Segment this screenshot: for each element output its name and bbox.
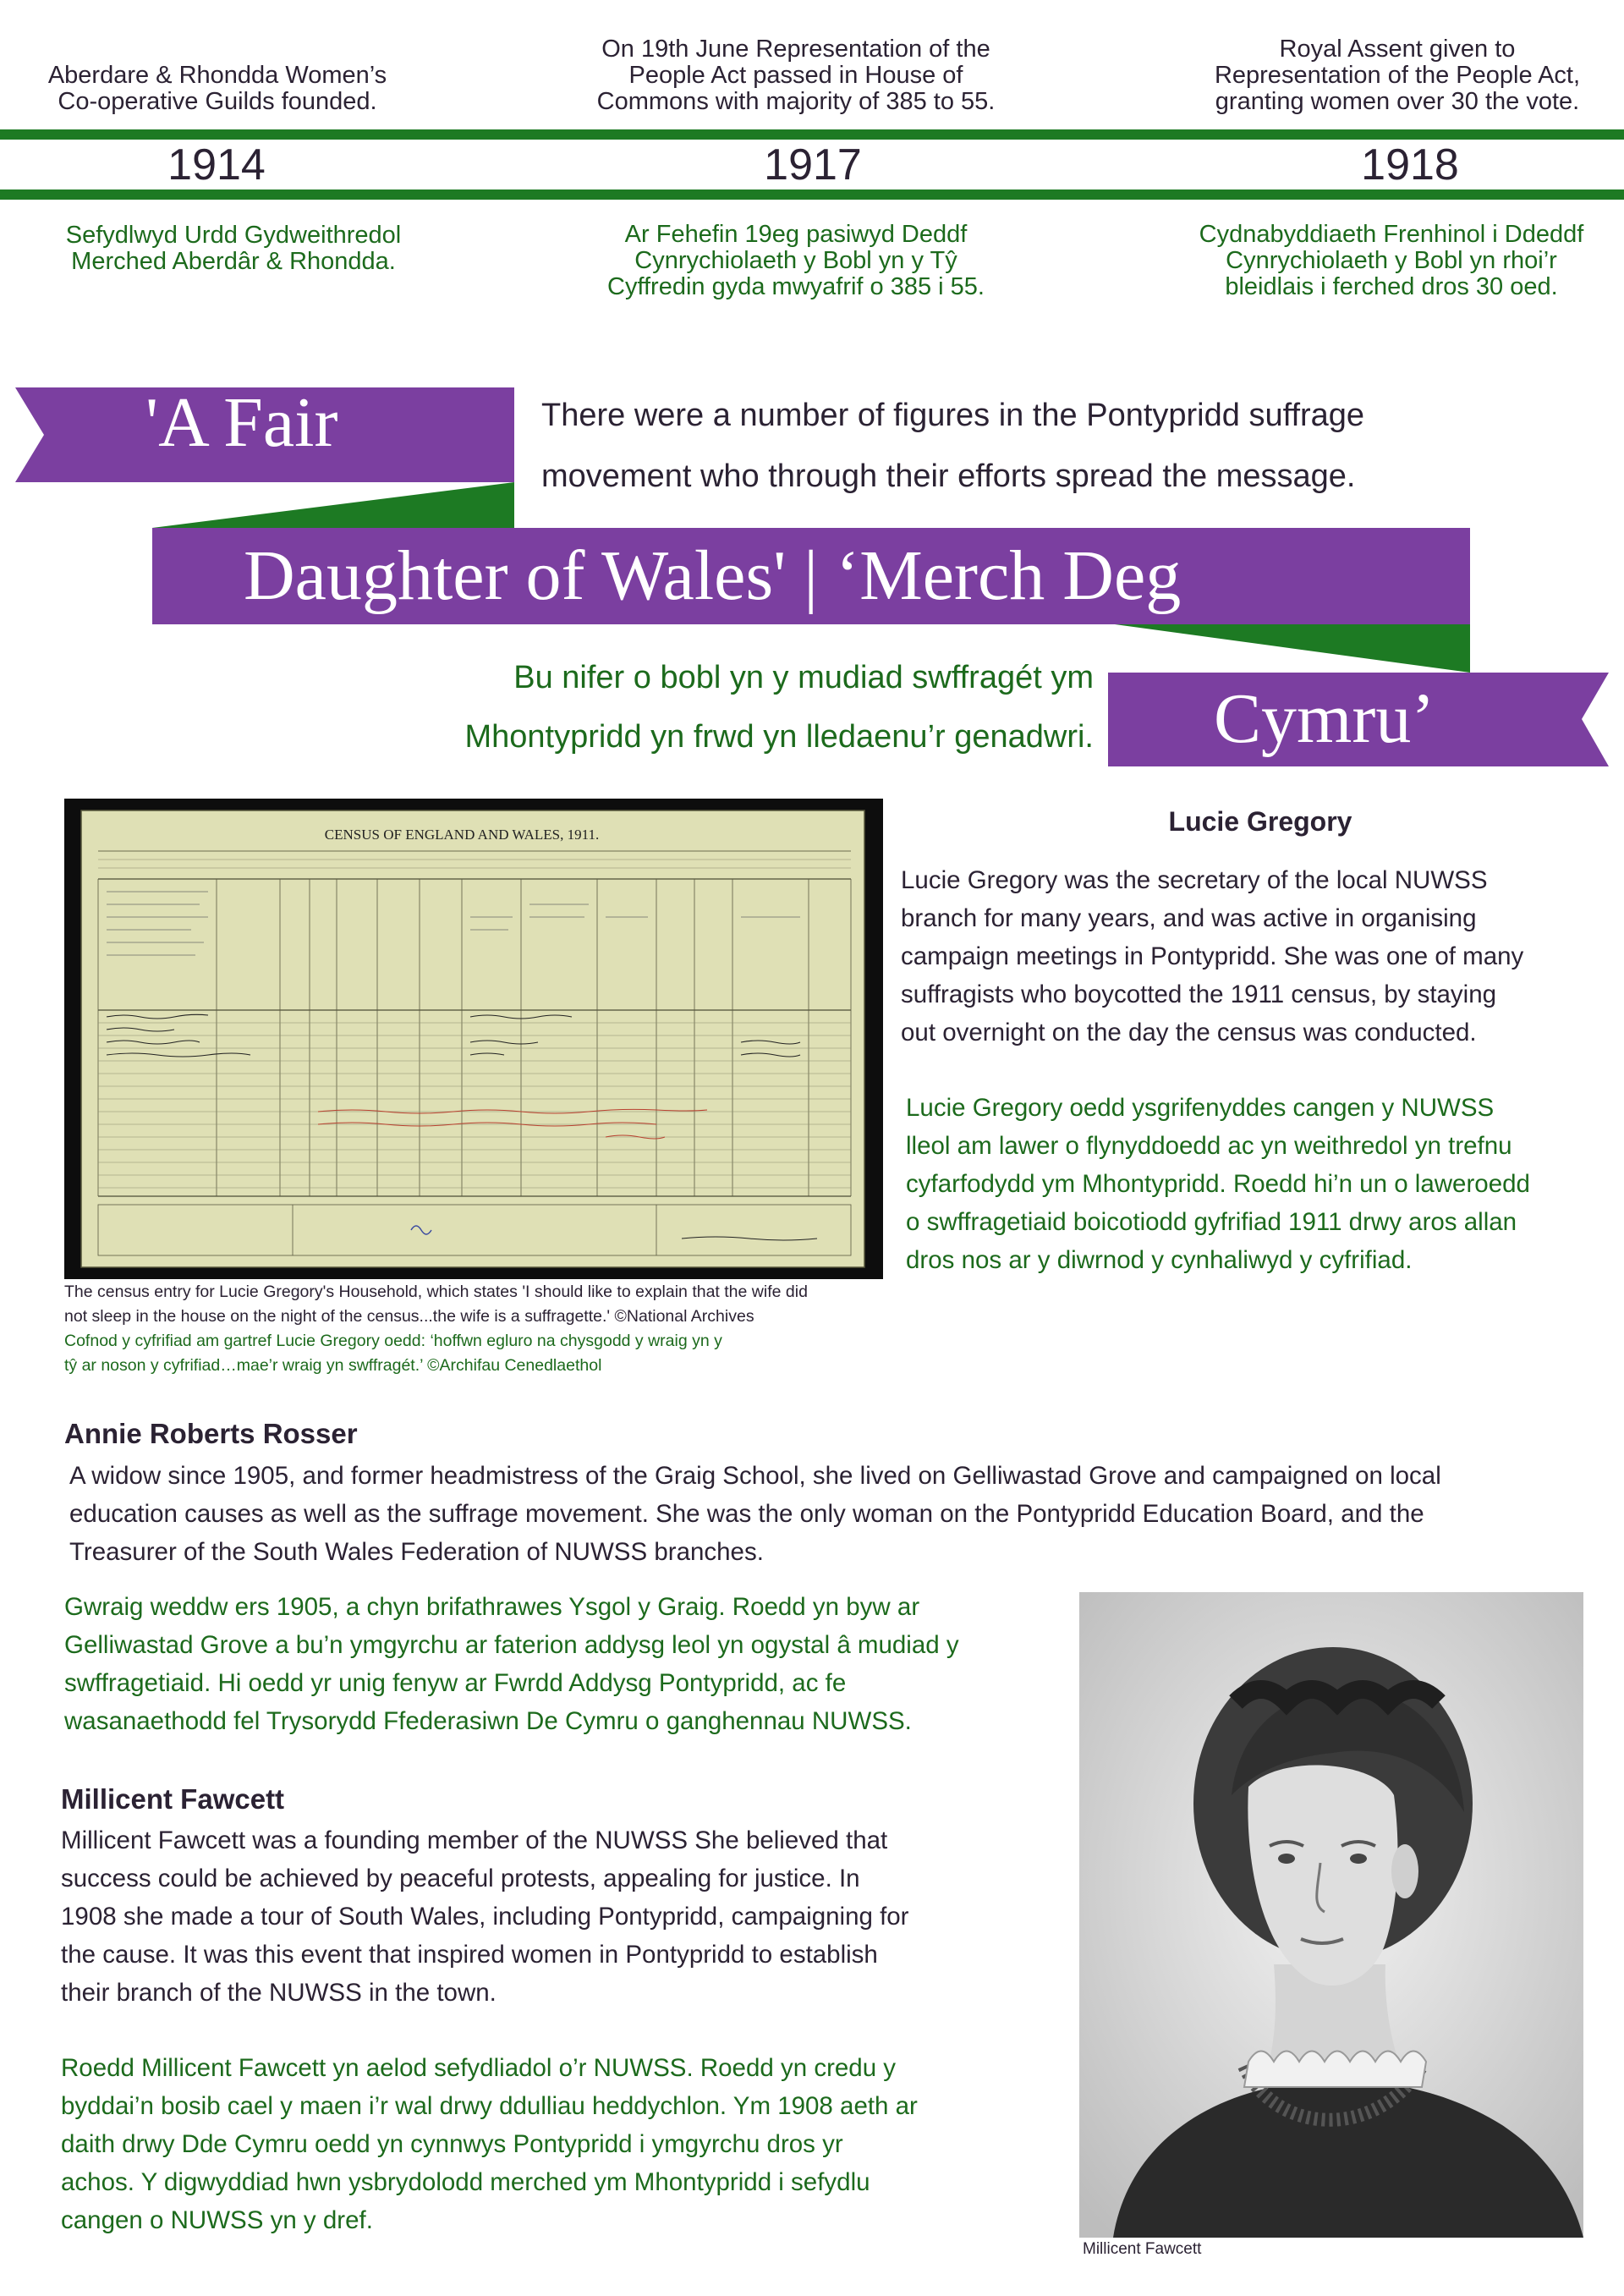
banner-fold-2 <box>1115 624 1470 673</box>
timeline-1917-en: On 19th June Representation of the People Act passed in House of Commons with majority of 385 to 55. <box>596 36 996 115</box>
census-caption-en: The census entry for Lucie Gregory's Household, which states 'I should like to explain that the wife did not sleep in the house on the night of the census...the wife is a suffragette.' ©National Archives <box>64 1283 808 1326</box>
timeline-1918-en: Royal Assent given to Representation of the People Act, granting women over 30 the vote. <box>1214 36 1581 115</box>
millicent-heading: Millicent Fawcett <box>61 1783 285 1815</box>
millicent-portrait <box>1079 1592 1583 2238</box>
banner-text-1: 'A Fair <box>145 383 338 462</box>
banner-text-3: Cymru’ <box>1214 679 1435 758</box>
millicent-text-en: Millicent Fawcett was a founding member of the NUWSS She believed that success could be achieved by peaceful protests, appealing for justice. In 1908 she made a tour of South Wales, including Pontypridd, campaigning for the cause. It was this event that inspired women in Pontypridd to establish their branch of the NUWSS in the town. <box>61 1826 909 2007</box>
lucie-text-en: Lucie Gregory was the secretary of the local NUWSS branch for many years, and was active in organising campaign meetings in Pontypridd. She was one of many suffragists who boycotted the 1911 census, by staying out overnight on the day the census was conducted. <box>901 866 1524 1046</box>
census-caption-cy: Cofnod y cyfrifiad am gartref Lucie Gregory oedd: ‘hoffwn egluro na chysgodd y wraig yn y tŷ ar noson y cyfrifiad…mae’r wraig yn swffragét.’ ©Archifau Cenedlaethol <box>64 1332 722 1375</box>
timeline-1917-cy: Ar Fehefin 19eg pasiwyd Deddf Cynrychiolaeth y Bobl yn y Tŷ Cyffredin gyda mwyafrif o 385 i 55. <box>607 221 985 300</box>
lucie-text-cy: Lucie Gregory oedd ysgrifenyddes cangen y NUWSS lleol am lawer o flynyddoedd ac yn weithredol yn trefnu cyfarfodydd ym Mhontypridd. Roedd hi’n un o laweroedd o swffragetiaid boicotiodd gyfrifiad 1911 drwy aros allan dros nos ar y diwrnod y cynhaliwyd y cyfrifiad. <box>906 1094 1530 1274</box>
banner-text-2: Daughter of Wales' | ‘Merch Deg <box>244 536 1182 615</box>
timeline-band-top <box>0 129 1624 140</box>
banner-fold-1 <box>152 482 514 528</box>
year-1918: 1918 <box>1361 140 1459 190</box>
annie-heading: Annie Roberts Rosser <box>64 1418 358 1449</box>
annie-text-en: A widow since 1905, and former headmistress of the Graig School, she lived on Gelliwastad Grove and campaigned on local education causes as well as the suffrage movement. She was the only woman on the Pontypridd Education Board, and the Treasurer of the South Wales Federation of NUWSS branches. <box>69 1462 1441 1566</box>
census-form-title: CENSUS OF ENGLAND AND WALES, 1911. <box>324 827 600 843</box>
timeline-1918-cy: Cydnabyddiaeth Frenhinol i Ddeddf Cynrychiolaeth y Bobl yn rhoi’r bleidlais i ferched dros 30 oed. <box>1199 221 1584 300</box>
year-1917: 1917 <box>764 140 862 190</box>
timeline-1914-cy: Sefydlwyd Urdd Gydweithredol Merched Aberdâr & Rhondda. <box>65 222 402 275</box>
census-image <box>64 799 883 1279</box>
portrait-illustration <box>1079 1592 1583 2238</box>
annie-text-cy: Gwraig weddw ers 1905, a chyn brifathrawes Ysgol y Graig. Roedd yn byw ar Gelliwastad Grove a bu’n ymgyrchu ar faterion addysg leol yn ogystal â mudiad y swffragetiaid. Hi oedd yr unig fenyw ar Fwrdd Addysg Pontypridd, ac fe wasanaethodd fel Trysorydd Ffederasiwn De Cymru o ganghennau NUWSS. <box>64 1593 959 1735</box>
lucie-heading: Lucie Gregory <box>1168 806 1352 837</box>
timeline-band-bottom <box>0 190 1624 200</box>
timeline-1914-en: Aberdare & Rhondda Women’s Co-operative Guilds founded. <box>47 62 387 115</box>
intro-en: There were a number of figures in the Pontypridd suffrage movement who through their efforts spread the message. <box>541 398 1365 494</box>
millicent-text-cy: Roedd Millicent Fawcett yn aelod sefydliadol o’r NUWSS. Roedd yn credu y byddai’n bosib cael y maen i’r wal drwy ddulliau heddychlon. Ym 1908 aeth ar daith drwy Dde Cymru oedd yn cynnwys Pontypridd i ymgyrchu dros yr achos. Y digwyddiad hwn ysbrydolodd merched ym Mhontypridd i sefydlu cangen o NUWSS yn y dref. <box>61 2054 918 2234</box>
intro-cy: Bu nifer o bobl yn y mudiad swffragét ym Mhontypridd yn frwd yn lledaenu’r genadwri. <box>464 660 1094 755</box>
portrait-caption: Millicent Fawcett <box>1083 2240 1202 2258</box>
census-form-illustration <box>64 799 883 1279</box>
year-1914: 1914 <box>167 140 266 190</box>
